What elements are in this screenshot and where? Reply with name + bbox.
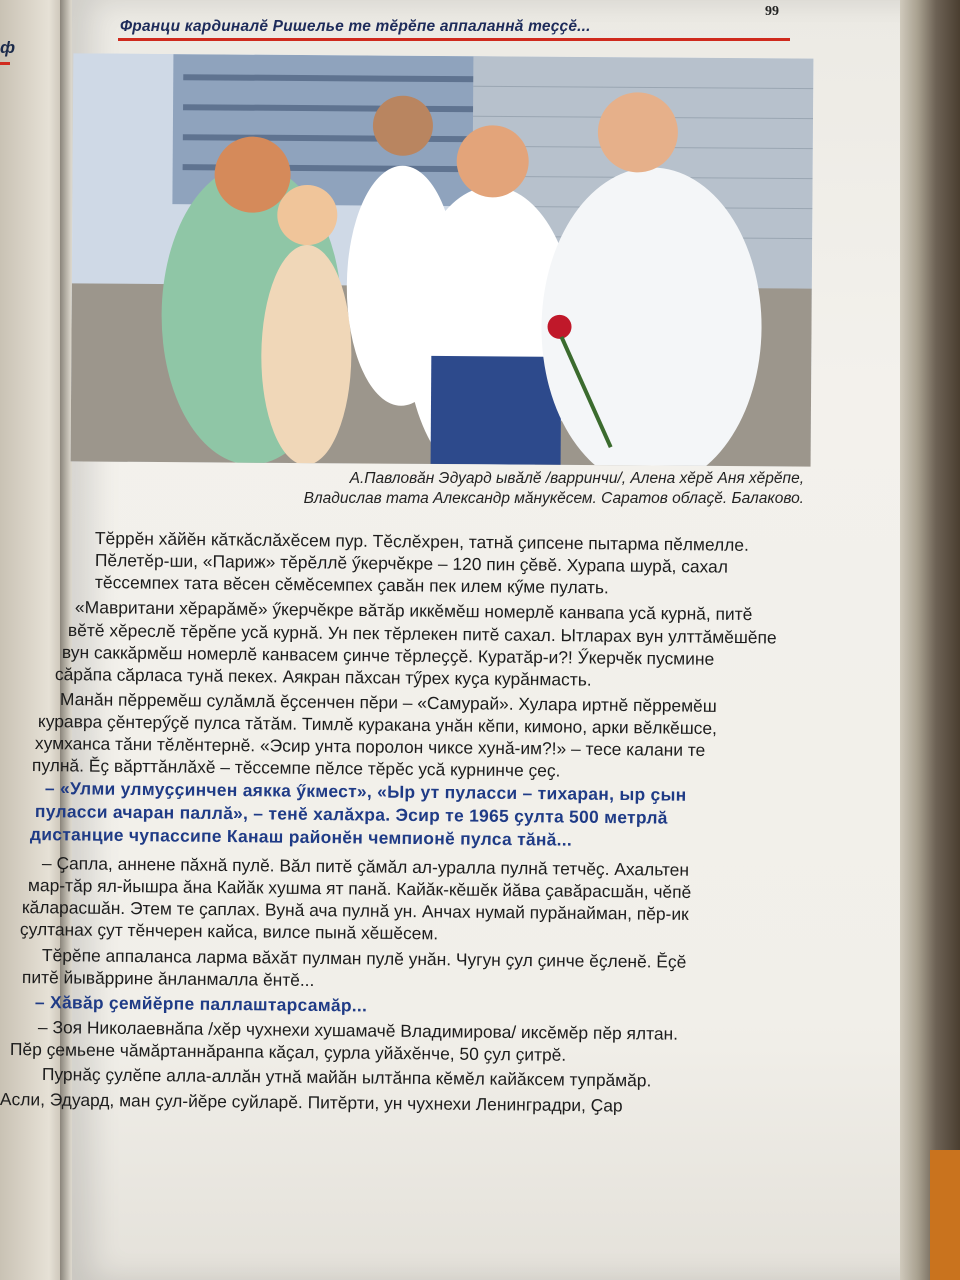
paragraph-line: мар-тӑр ял-йышра ӑна Кайӑк хушма ят панӑ. Кайӑк-кӗшӗк йӑва ҫавӑрасшӑн, чӗпӗ: [27, 875, 692, 902]
page-number: 99: [765, 4, 779, 19]
family-photo-illustration: [71, 53, 814, 466]
paragraph-line: Асли, Эдуард, ман ҫул-йӗре суйларӗ. Питӗрти, ун чухнехи Ленинградри, Ҫар: [0, 1089, 623, 1116]
paragraph-line: «Мавритани хӗрарӑмӗ» ӳкерчӗкре вӑтӑр иккӗмӗш номерлӗ канвапа усӑ курнӑ, питӗ: [74, 597, 753, 625]
photo-caption-line: А.Павловӑн Эдуард ывӑлӗ /варринчи/, Алена хӗрӗ Аня хӗрӗпе,: [349, 470, 804, 487]
paragraph-line: Тӗрӗпе аппаланса ларма вӑхӑт пулман пулӗ унӑн. Чугун ҫул ҫинче ӗҫленӗ. Ӗҫӗ: [41, 945, 687, 972]
paragraph-line: Тӗррӗн хӑйӗн кӑткӑслӑхӗсем пур. Тӗслӗхрен, татнӑ ҫипсене пытарма пӗлмелле.: [94, 528, 749, 555]
paragraph-line: вун саккӑрмӗш номерлӗ канвасем ҫинче тӗрлеҫҫӗ. Куратӑр-и?! Ӳкерчӗк пусмине: [61, 642, 715, 669]
paragraph-line: Манӑн пӗрремӗш сулӑмлӑ ӗҫсенчен пӗри – «Самурай». Хулара иртнӗ пӗрремӗш: [59, 689, 717, 716]
question-line: – «Улми улмуҫҫинчен аякка ӳкмест», «Ыр ут пуласси – тихаран, ыр ҫын: [44, 778, 687, 805]
facing-page-fragment: ф: [0, 38, 16, 57]
paragraph-line: Пурнӑҫ ҫулӗпе алла-аллӑн утнӑ майӑн ылтӑнпа кӗмӗл кайӑксем тупрӑмӑр.: [41, 1064, 652, 1091]
question-line: пуласси ачаран паллӑ», – тенӗ халӑхра. Эсир те 1965 ҫулта 500 метрлӑ: [34, 801, 668, 828]
paragraph-line: кӑларасшӑн. Этем те ҫаплах. Вунӑ ача пулнӑ ун. Анчах нумай пурӑнайман, пӗр-ик: [21, 897, 689, 924]
paragraph-line: Пӗлетӗр-ши, «Париж» тӗрӗллӗ ӳкерчӗкре – 120 пин ҫӗвӗ. Хурапа шурӑ, сахал: [94, 550, 729, 577]
running-head: Франци кардиналӗ Ришелье те тӗрӗпе аппаланнӑ теҫҫӗ...: [120, 18, 591, 35]
paragraph-line: питӗ йывӑррине ӑнланмалла ӗнтӗ...: [21, 967, 315, 991]
paragraph-line: – Зоя Николаевнӑпа /хӗр чухнехи хушамачӗ Владимирова/ иксӗмӗр пӗр ялтан.: [37, 1017, 679, 1044]
paragraph-line: вӗтӗ хӗреслӗ тӗрӗпе усӑ курнӑ. Ун пек тӗрлекен питӗ сахал. Ытларах вун улттӑмӗшӗпе: [67, 620, 777, 648]
table-edge: [930, 1150, 960, 1280]
question-line: дистанцие чупассипе Канаш районӗн чемпионӗ пулса тӑнӑ...: [29, 824, 573, 850]
paragraph-line: ҫултанах ҫут тӗнчерен кайса, вилсе пынӑ хӗшӗсем.: [19, 919, 439, 944]
running-head-rule: [118, 38, 790, 41]
paragraph-line: хумханса тӑни тӗлӗнтернӗ. «Эсир унта поролон чиксе хунӑ-им?!» – тесе калани те: [34, 733, 706, 761]
question-line: – Хӑвӑр ҫемйӗрпе паллаштарсамӑр...: [34, 992, 368, 1016]
paragraph-line: – Ҫапла, аннене пӑхнӑ пулӗ. Вӑл питӗ ҫӑмӑл ал-уралла пулнӑ тетчӗҫ. Ахальтен: [41, 853, 690, 880]
paragraph-line: Пӗр ҫемьене чӑмӑртаннӑранпа кӑҫал, ҫурла уйӑхӗнче, 50 ҫул ҫитрӗ.: [9, 1039, 567, 1065]
paragraph-line: сӑрӑпа сӑрласа тунӑ пекех. Аякран пӑхсан тӳрех куҫа курӑнмасть.: [54, 664, 592, 690]
family-photo: [71, 53, 814, 466]
paragraph-line: пулнӑ. Ӗҫ вӑрттӑнлӑхӗ – тӗссемпе пӗлсе тӗрӗс усӑ курнинче ҫеҫ.: [31, 755, 561, 781]
paragraph-line: тӗссемпех тата вӗсен сӗмӗсемпех ҫавӑн пек илем кӳме пулать.: [94, 572, 609, 598]
photo-caption-line: Владислав тата Александр мӑнукӗсем. Саратов облаҫӗ. Балаково.: [303, 490, 804, 507]
facing-page-rule: [0, 62, 10, 65]
paragraph-line: куравра ҫӗнтерӳҫӗ пулса тӑтӑм. Тимлӗ куракана унӑн кӗпи, кимоно, арки вӗлкӗшсе,: [37, 711, 718, 739]
page-edges: [900, 0, 960, 1280]
